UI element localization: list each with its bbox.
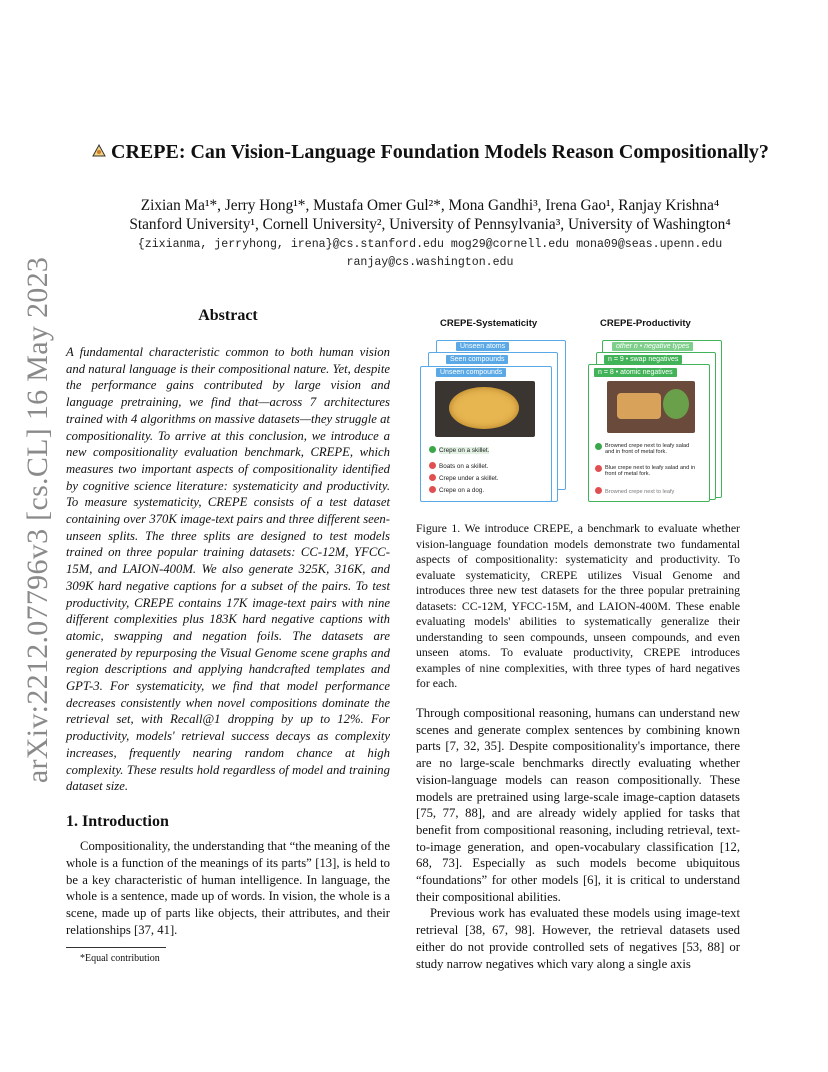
tag-other-n: other n • negative types — [612, 342, 693, 351]
tag-unseen-atoms: Unseen atoms — [456, 342, 509, 351]
intro-paragraph-2: Through compositional reasoning, humans can understand new scenes and generate complex sentences by combining known parts [7, 32, 35]. Despite compositionality's importance, there are no large-scale benchmarks directly evaluating whether vision-language models can reason compositionally. These models are pretrained using large-scale image-caption datasets [75, 77, 88], and are already widely applied for tasks that benefit from compositional reasoning, including retrieval, text-to-image generation, and open-vocabulary classification [12, 68, 73]. Especially as such models become ubiquitous “foundations” for other models [6], it is critical to understand their compositional abilities. — [416, 706, 740, 904]
introduction-paragraph: Compositionality, the understanding that “the meaning of the whole is a function of the meanings of its parts” [13], is held to be a key characteristic of human intelligence. In language, the whole is a sentence, made up of words. In vision, the whole is a scene, made up of parts like objects, their attributes, and their relationships [37, 41]. — [66, 839, 390, 937]
intro-paragraph-3: Previous work has evaluated these models using image-text retrieval [38, 67, 98]. However, the retrieval datasets used either do not provide controlled sets of negatives [53, 88] or study narrow negatives which vary along a single axis — [416, 906, 740, 971]
author-list: Zixian Ma¹*, Jerry Hong¹*, Mustafa Omer Gul²*, Mona Gandhi³, Irena Gao¹, Ranjay Krishna⁴ Stanford University¹, Cornell University², University of Pennsylvania³, University of Washington⁴ — [129, 197, 731, 233]
figure-1-caption: Figure 1. We introduce CREPE, a benchmark to evaluate whether vision-language foundation models demonstrate two fundamental aspects of compositionality: systematicity and productivity. To evaluate systematicity, CREPE utilizes Visual Genome and introduces three new test datasets for the three popular pretraining datasets: CC-12M, YFCC-15M, and LAION-400M. These enable evaluating models' abilities to systematically generalize their understanding to seen compounds, unseen compounds, and even unseen atoms. To evaluate productivity, CREPE introduces examples of nine complexities, with three types of hard negatives for each. — [416, 521, 740, 690]
figure-1 — [416, 312, 740, 502]
author-emails: {zixianma, jerryhong, irena}@cs.stanford.edu mog29@cornell.edu mona09@seas.upenn.edu ranjay@cs.washington.edu — [137, 238, 723, 269]
crepe-salad-image — [607, 381, 695, 433]
productivity-title: CREPE-Productivity — [600, 318, 691, 329]
abstract-heading: Abstract — [198, 307, 258, 324]
introduction-right-column — [416, 705, 740, 972]
tag-swap-negatives: n = 9 • swap negatives — [604, 355, 682, 364]
systematicity-title: CREPE-Systematicity — [440, 318, 538, 329]
section-heading-introduction: 1. Introduction — [66, 813, 169, 830]
abstract-text: A fundamental characteristic common to both human vision and natural language is their compositional nature. Yet, despite the performance gains contributed by large vision and language pretraining, we find that—across 7 architectures trained with 4 algorithms on massive datasets—they struggle at compositionality. To arrive at this conclusion, we introduce a new compositionality evaluation benchmark, CREPE, which measures two important aspects of compositionality identified by cognitive science literature: systematicity and productivity. To measure systematicity, CREPE consists of a test dataset containing over 370K image-text pairs and three different seen-unseen splits. The three splits are designed to test models trained on three popular training datasets: CC-12M, YFCC-15M, and LAION-400M. We also generate 325K, 316K, and 309K hard negative captions for a subset of the pairs. To test productivity, CREPE contains 17K image-text pairs with nine different complexities plus 183K hard negative captions with atomic, swapping and negation foils. The datasets are generated by repurposing the Visual Genome scene graphs and region descriptions and applying handcrafted templates and GPT-3. For systematicity, we find that model performance decreases consistently when novel compositions dominate the retrieval set, with Recall@1 dropping by up to 12%. For productivity, models' retrieval success decays as complexity increases, frequently nearing random chance at high complexity. These results hold regardless of model and training dataset size. — [66, 345, 390, 794]
footnote: *Equal contribution — [80, 953, 160, 964]
tag-seen-compounds: Seen compounds — [446, 355, 508, 364]
tag-unseen-compounds: Unseen compounds — [436, 368, 506, 377]
crepe-logo-icon — [91, 142, 107, 158]
productivity-card-front: Browned crepe next to leafy salad and in front of metal fork. Blue crepe next to leafy salad and in front of metal fork. Browned crepe next to leafy — [588, 364, 710, 502]
tag-atomic-negatives: n = 8 • atomic negatives — [594, 368, 677, 377]
arxiv-identifier: arXiv:2212.07796v3 [cs.CL] 16 May 2023 — [21, 256, 54, 784]
crepe-skillet-image — [435, 381, 535, 437]
footnote-divider — [66, 947, 166, 948]
paper-title: CREPE: Can Vision-Language Foundation Models Reason Compositionally? — [60, 141, 800, 164]
systematicity-card-front: Crepe on a skillet. Boats on a skillet. Crepe under a skillet. Crepe on a dog. — [420, 366, 552, 502]
